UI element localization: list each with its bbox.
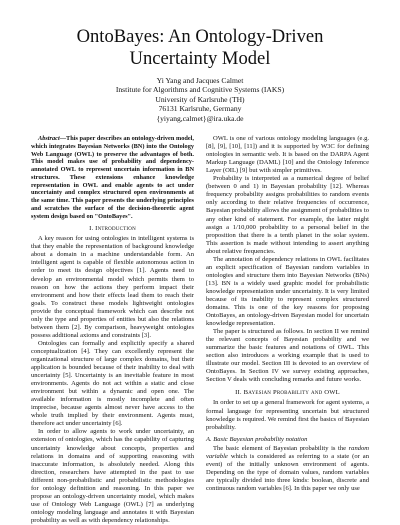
subsection-heading: A. Basic Bayesian probability notation xyxy=(206,435,308,443)
paragraph: A key reason for using ontologies in intelligent systems is that they enable the representation of background knowledge about a domain in a machine understandable form. An intelligent agent is capable of flexible autonomous action in order to meet its design objectives [1]. Agents need to develop an environmental model which permits them to reason on how the actions they perform impact their environment and how their effects lead them to reach their goals. To construct these models lightweight ontologies provide the conceptual framework which can describe not only the type and properties of entities but also the relations between them [2]. By comparison, heavyweight ontologies possess additional axioms and constraints [3]. xyxy=(31,235,194,339)
author-email: {yiyang,calmet}@ira.uka.de xyxy=(156,113,244,123)
right-column xyxy=(206,135,369,525)
paragraph: In order to set up a general framework for agent systems, a formal language for representing uncertain but structured knowledge is required. We remind first the basics of Bayesian probability. xyxy=(206,399,369,431)
paragraph-text: The basic element of Bayesian probability is the xyxy=(213,444,349,452)
abstract-text: —This paper describes an ontology-driven model, which integrates Bayesian Networks (BN) into the Ontology Web Language (OWL) to preserve the advantages of both. This model makes use of probability and dependency-annotated OWL to represent uncertain information in BN structures. These extensions enhance knowledge representation in OWL and enable agents to act under uncertainty and complex structured open environments at the same time. This paper presents the underlying principles and scratches the surface of the decision-theoretic agent system design based on "OntoBayes". xyxy=(31,135,194,220)
affiliation-line: Institute for Algorithms and Cognitive Systems (IAKS) xyxy=(115,85,285,95)
section-heading-bayesian: II. Bayesian Probability and OWL xyxy=(235,389,340,397)
paragraph: The annotation of dependency relations in OWL facilitates an explicit specification of Bayesian random variables in ontologies and structure them into Bayesian Networks (BNs) [13]. BN is a widely used graphic model for probabilistic knowledge representation under uncertainty. It is very limited because of its inability to represent complex structured domains. This is one of the key reasons for proposing OntoBayes, an ontology-driven Bayesian model for uncertain knowledge representation. xyxy=(206,255,369,328)
paper-title: OntoBayes: An Ontology-Driven Uncertainty Model xyxy=(76,26,324,69)
paragraph: The paper is structured as follows. In section II we remind the relevant concepts of Bayesian probability and we summarize the basic features and notations of OWL. This section also introduces a working example that is used to illustrate our model. Section III is devoted to an overview of OntoBayes. In Section IV we survey existing approaches, Section V deals with concluding remarks and future works. xyxy=(206,328,369,384)
section-heading-introduction: I. Introduction xyxy=(89,225,136,233)
affiliation-line: University of Karlsruhe (TH) xyxy=(155,94,245,104)
abstract-lead: Abstract xyxy=(38,135,60,143)
paragraph-text: which is considered as referring to a state (or an event) of the initially unknown environment of agents. Depending on the type of domain values, random variables are typically divided into three kinds: boolean, discrete and continuous random variables [6]. In this paper we only use xyxy=(206,452,369,492)
paragraph: Ontologies can formally and explicitly specify a shared conceptualization [4]. They can excellently represent the organizational structure of large complex domains, but their application is bounded because of their inability to deal with uncertainty [5]. Uncertainty is an inevitable feature in most environments. Agents do not act within a static and close environment but within a dynamic and open one. The available information is mostly incomplete and often imprecise, because agents almost never have access to the whole truth implied by their environment. Agents must, therefore act under uncertainty [6]. xyxy=(31,339,194,428)
abstract xyxy=(31,135,194,220)
paragraph: OWL is one of various ontology modeling languages (e.g. [8], [9], [10], [11]) and it is supported by W3C for defining ontologies in semantic web. It is based on the DARPA Agent Markup Language (DAML) [10] and the Ontology Inference Layer (OIL) [9] but with simpler primitives. xyxy=(206,135,369,175)
emphasis-term: random variable xyxy=(206,444,369,460)
left-column xyxy=(31,135,194,525)
author-block xyxy=(31,76,369,123)
paragraph xyxy=(206,445,369,493)
paragraph: In order to allow agents to work under uncertainty, an extension of ontologies, which has the capability of capturing uncertainty knowledge about concepts, properties and relations in domains and of supporting reasoning with inaccurate information, is absolutely needed. Along this direction, researchers have attempted in the past to use different non-probabilistic and probabilistic methodologies for ontology definition and reasoning. In this paper we propose an ontology-driven uncertainty model, which makes use of Ontology Web Language (OWL) [7] as underlying ontology modeling language and annotates it with Bayesian probability as well as with dependency relationships. xyxy=(31,428,194,524)
paragraph: Probability is interpreted as a numerical degree of belief (between 0 and 1) in Bayesian probability [12]. Whereas frequency probability assigns probabilities to random events only according to their relative frequencies of occurrence, Bayesian probability allows the assignment of probabilities to any other kind of statement. For example, the latter might assign a 1/10,000 probability to a personal belief in the proposition that there is a tenth planet in the solar system. This assertion is made without intending to assert anything about relative frequencies. xyxy=(206,175,369,255)
affiliation-line: 76131 Karlsruhe, Germany xyxy=(158,104,242,114)
author-names: Yi Yang and Jacques Calmet xyxy=(156,76,244,85)
two-column-body xyxy=(31,135,369,525)
